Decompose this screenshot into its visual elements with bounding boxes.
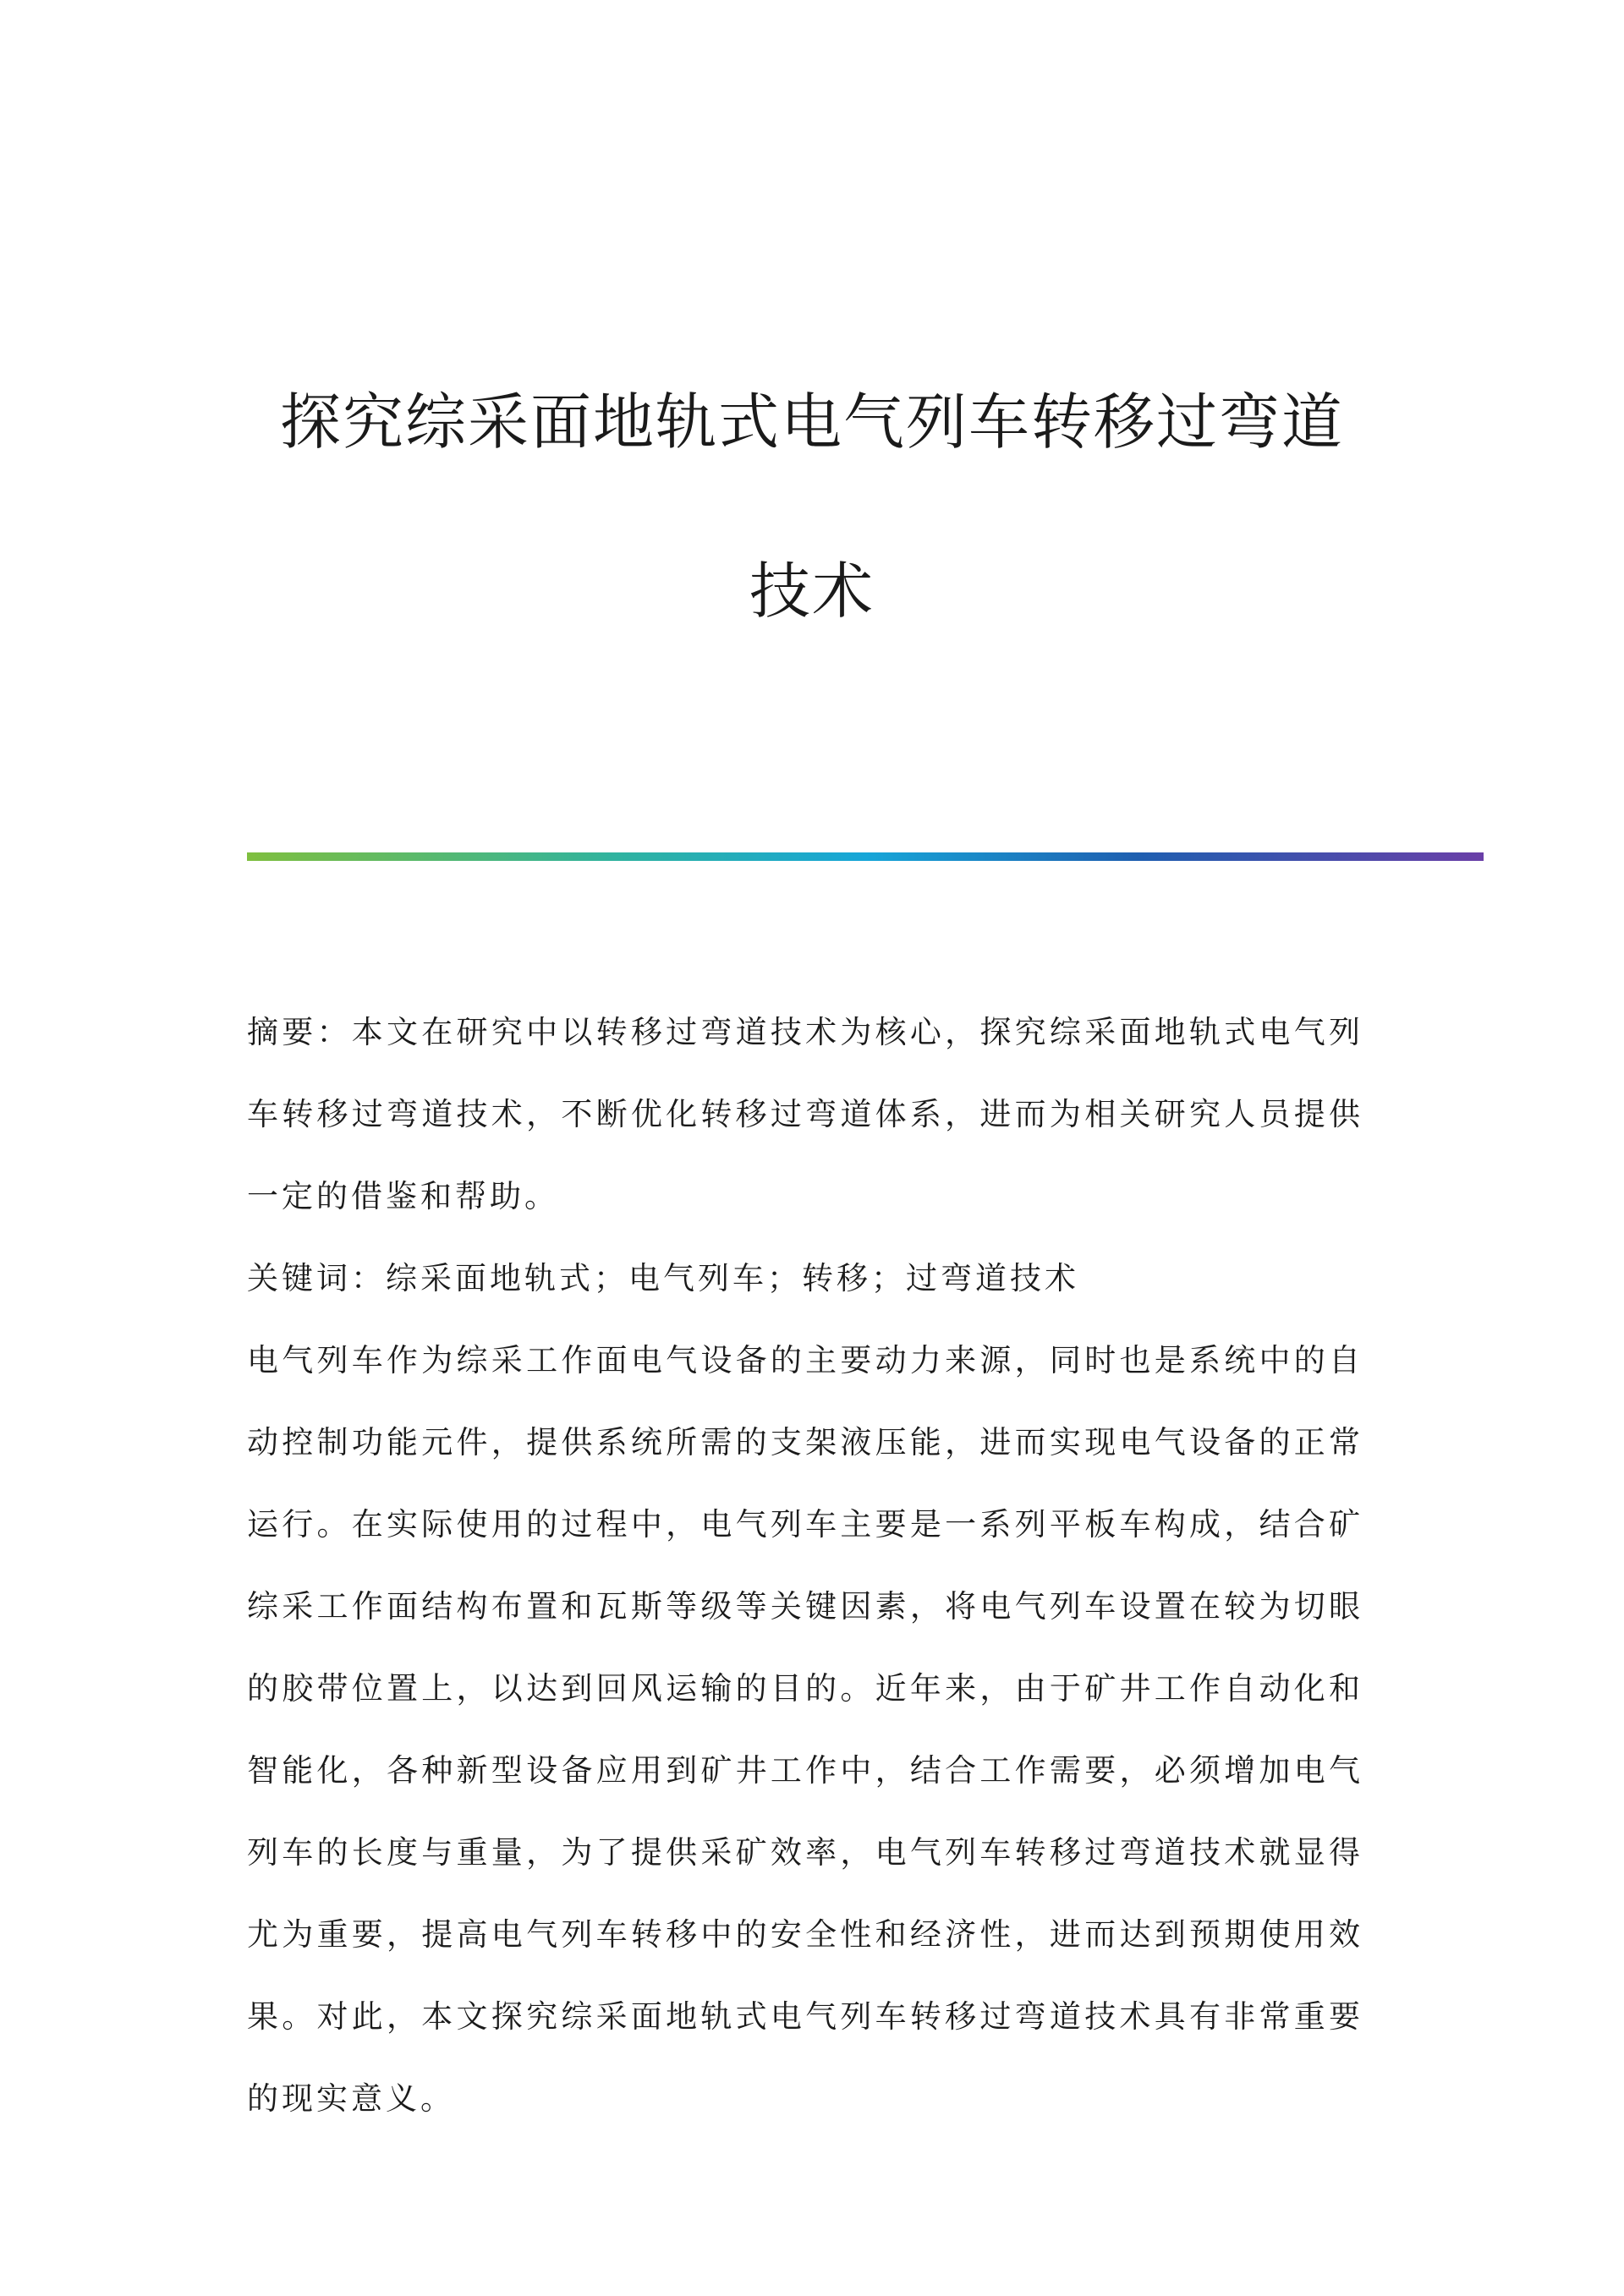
keywords-paragraph: 关键词：综采面地轨式；电气列车；转移；过弯道技术	[247, 1260, 1079, 1296]
abstract-paragraph: 摘要：本文在研究中以转移过弯道技术为核心，探究综采面地轨式电气列车转移过弯道技术，不断优化转移过弯道体系，进而为相关研究人员提供一定的借鉴和帮助。	[247, 1014, 1363, 1214]
gradient-divider	[247, 852, 1484, 861]
title-line-2: 技术	[749, 556, 875, 627]
intro-paragraph: 电气列车作为综采工作面电气设备的主要动力来源，同时也是系统中的自动控制功能元件，提供系统所需的支架液压能，进而实现电气设备的正常运行。在实际使用的过程中，电气列车主要是一系列平板车构成，结合矿综采工作面结构布置和瓦斯等级等关键因素，将电气列车设置在较为切眼的胶带位置上，以达到回风运输的目的。近年来，由于矿井工作自动化和智能化，各种新型设备应用到矿井工作中，结合工作需要，必须增加电气列车的长度与重量，为了提供采矿效率，电气列车转移过弯道技术就显得尤为重要，提高电气列车转移中的安全性和经济性，进而达到预期使用效果。对此，本文探究综采面地轨式电气列车转移过弯道技术具有非常重要的现实意义。	[247, 1342, 1363, 2117]
title-line-1: 探究综采面地轨式电气列车转移过弯道	[279, 386, 1344, 458]
document-body	[247, 991, 1363, 2156]
